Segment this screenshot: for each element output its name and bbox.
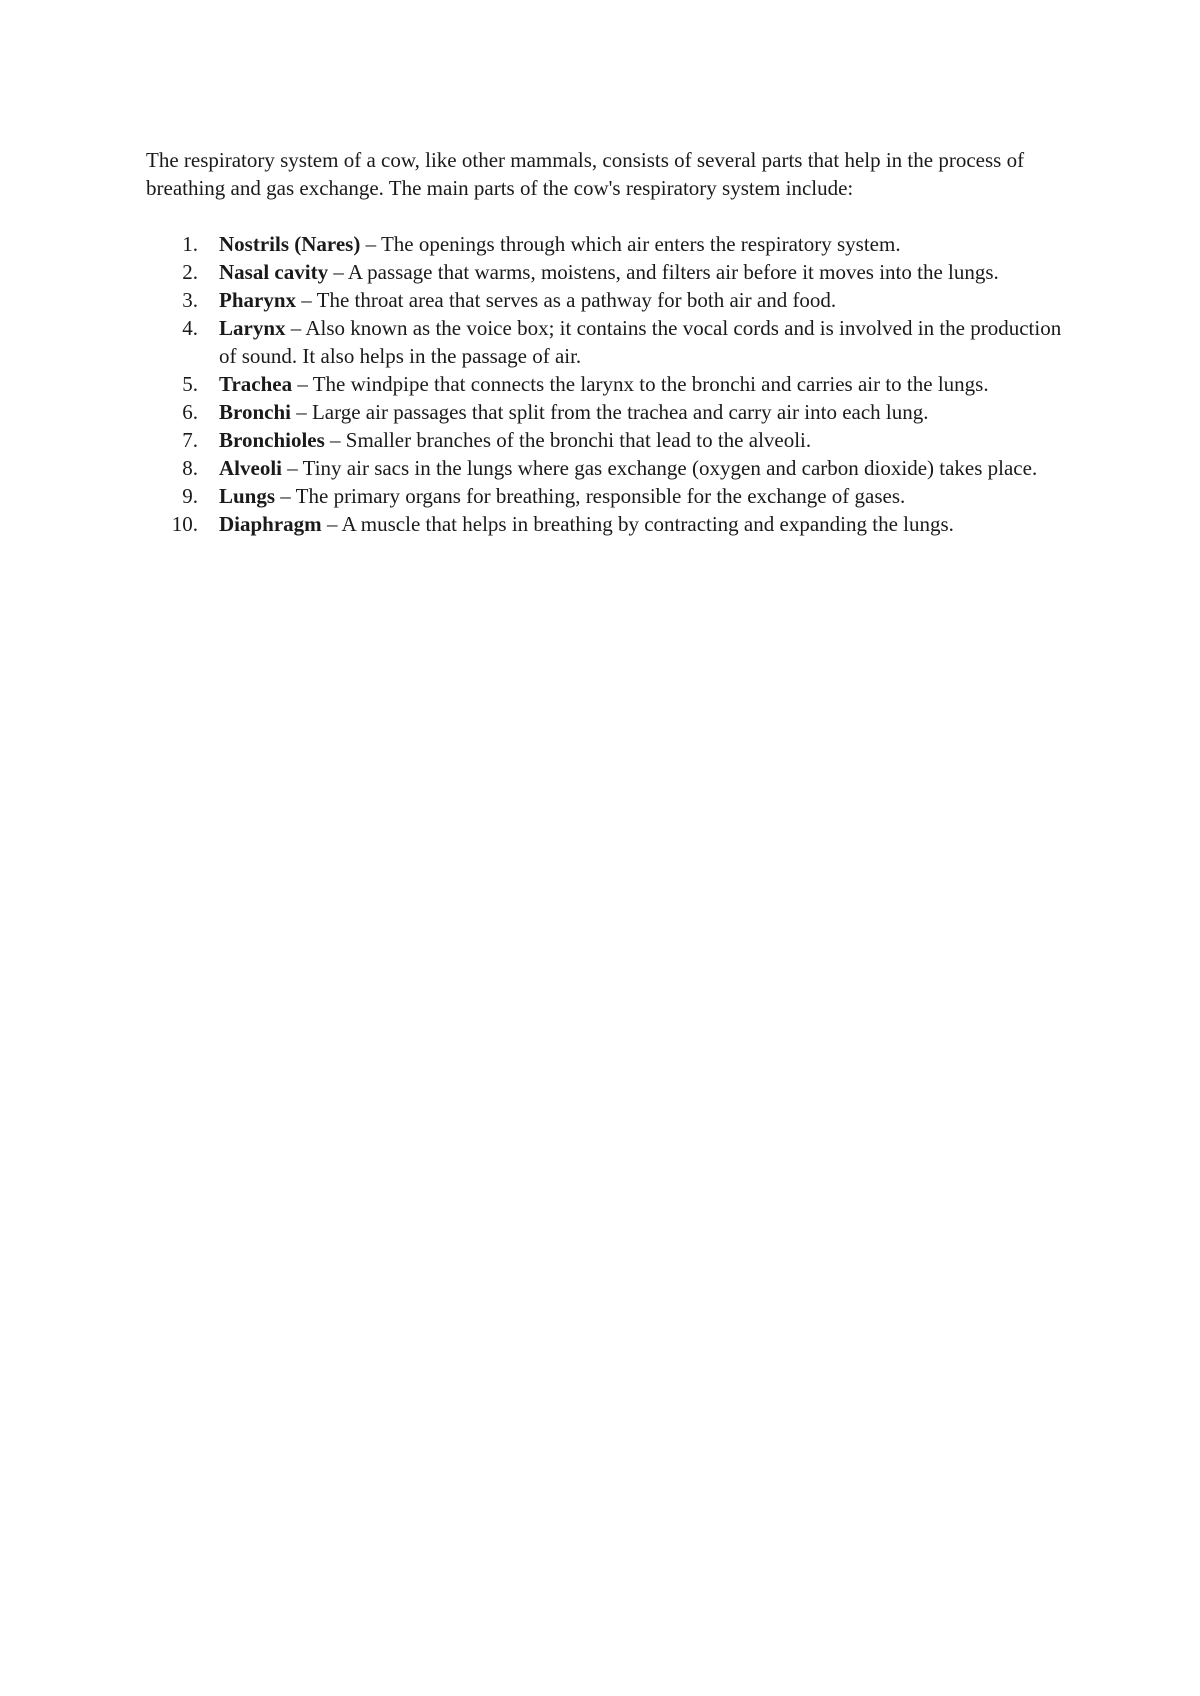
list-item-number: 6. xyxy=(182,400,198,424)
list-item xyxy=(146,370,1066,398)
list-item-description: – Tiny air sacs in the lungs where gas exchange (oxygen and carbon dioxide) takes place. xyxy=(282,456,1038,480)
list-item xyxy=(146,398,1066,426)
list-item-description: – The throat area that serves as a pathway for both air and food. xyxy=(296,288,837,312)
list-item-description: – A muscle that helps in breathing by contracting and expanding the lungs. xyxy=(321,512,954,536)
list-item xyxy=(146,286,1066,314)
list-item-number: 4. xyxy=(182,316,198,340)
list-item-description: – Also known as the voice box; it contains the vocal cords and is involved in the production of sound. It also helps in the passage of air. xyxy=(219,316,1062,368)
list-item xyxy=(146,426,1066,454)
list-item xyxy=(146,510,1066,538)
list-item-description: – Smaller branches of the bronchi that lead to the alveoli. xyxy=(324,428,812,452)
list-item-term: Larynx xyxy=(219,316,286,340)
list-item-term: Pharynx xyxy=(219,288,297,312)
list-item xyxy=(146,230,1066,258)
list-item-number: 8. xyxy=(182,456,198,480)
list-item-term: Bronchioles xyxy=(219,428,325,452)
list-item-number: 2. xyxy=(182,260,198,284)
document-body xyxy=(146,146,1066,538)
list-item-term: Nasal cavity xyxy=(219,260,329,284)
list-item-term: Diaphragm xyxy=(219,512,322,536)
respiratory-parts-list xyxy=(146,230,1066,538)
list-item-term: Trachea xyxy=(219,372,293,396)
list-item-term: Bronchi xyxy=(219,400,291,424)
intro-paragraph: The respiratory system of a cow, like other mammals, consists of several parts that help in the process of breathing and gas exchange. The main parts of the cow's respiratory system include: xyxy=(146,148,1025,200)
list-item-number: 7. xyxy=(182,428,198,452)
list-item xyxy=(146,258,1066,286)
list-item-description: – The primary organs for breathing, responsible for the exchange of gases. xyxy=(275,484,906,508)
list-item-number: 3. xyxy=(182,288,198,312)
list-item xyxy=(146,482,1066,510)
list-item-description: – The openings through which air enters the respiratory system. xyxy=(360,232,901,256)
list-item-number: 10. xyxy=(171,512,198,536)
list-item-term: Nostrils (Nares) xyxy=(219,232,361,256)
list-item-term: Alveoli xyxy=(219,456,282,480)
list-item xyxy=(146,314,1066,370)
list-item-description: – Large air passages that split from the trachea and carry air into each lung. xyxy=(290,400,929,424)
list-item-description: – The windpipe that connects the larynx to the bronchi and carries air to the lungs. xyxy=(292,372,989,396)
list-item xyxy=(146,454,1066,482)
list-item-number: 9. xyxy=(182,484,198,508)
list-item-description: – A passage that warms, moistens, and filters air before it moves into the lungs. xyxy=(328,260,999,284)
list-item-number: 1. xyxy=(182,232,198,256)
list-item-term: Lungs xyxy=(219,484,276,508)
list-item-number: 5. xyxy=(182,372,198,396)
